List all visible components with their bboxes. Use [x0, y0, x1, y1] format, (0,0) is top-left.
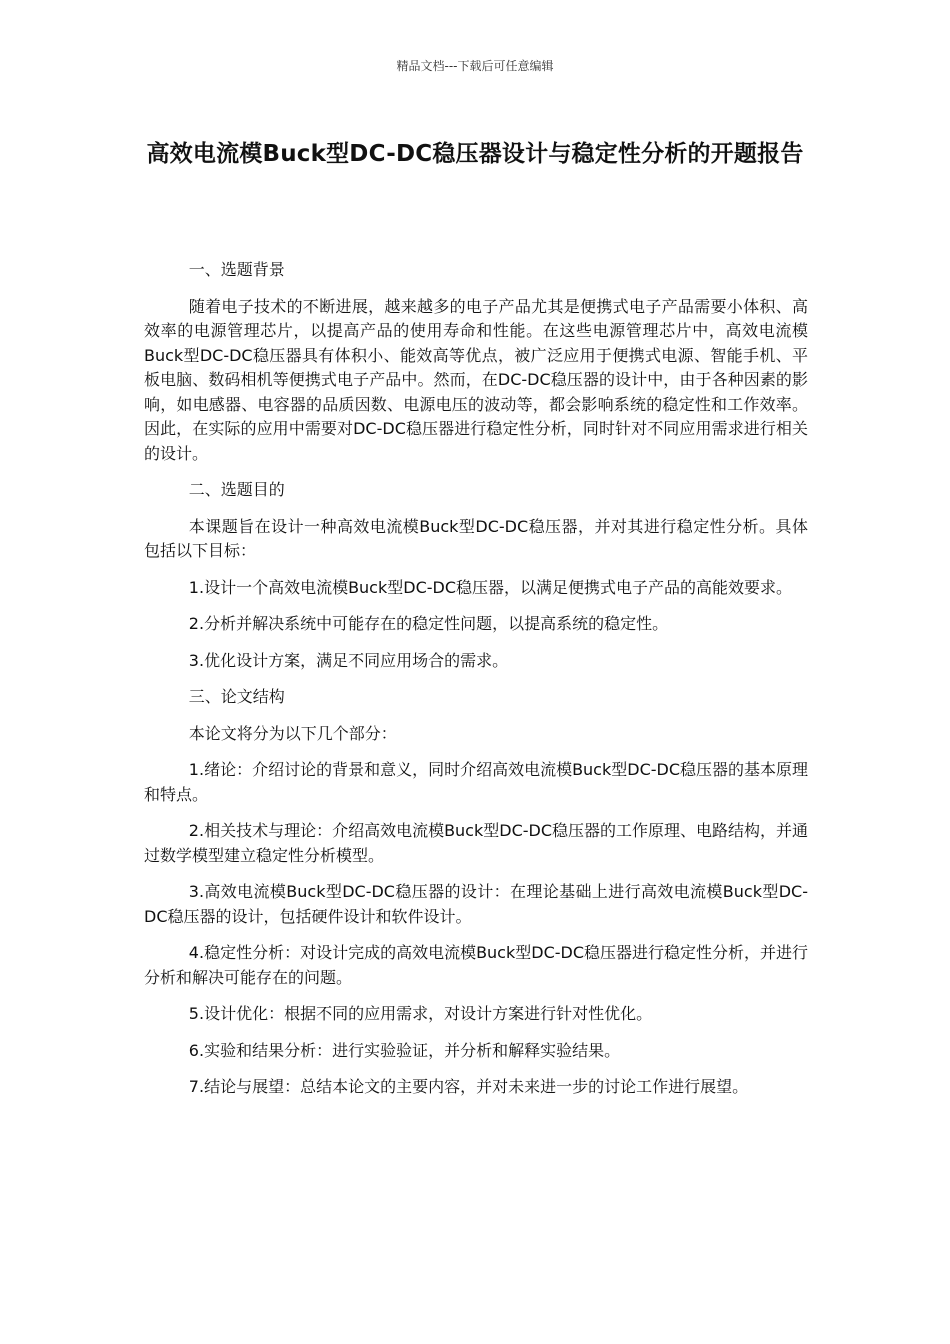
list-item: 5.设计优化：根据不同的应用需求，对设计方案进行针对性优化。 [188, 1004, 653, 1023]
paragraph: 本课题旨在设计一种高效电流模Buck型DC-DC稳压器，并对其进行稳定性分析。具体包括以下目标： [144, 516, 808, 560]
list-item: 1.设计一个高效电流模Buck型DC-DC稳压器，以满足便携式电子产品的高能效要求。 [188, 577, 793, 597]
list-item: 7.结论与展望：总结本论文的主要内容，并对未来进一步的讨论工作进行展望。 [188, 1077, 749, 1096]
list-item: 6.实验和结果分析：进行实验验证，并分析和解释实验结果。 [188, 1040, 621, 1060]
list-item: 3.优化设计方案，满足不同应用场合的需求。 [188, 650, 509, 670]
section-heading-background: 一、选题背景 [188, 260, 285, 279]
paragraph: 本论文将分为以下几个部分： [188, 723, 397, 743]
section-heading-structure: 三、论文结构 [188, 687, 285, 706]
list-item: 4.稳定性分析：对设计完成的高效电流模Buck型DC-DC稳压器进行稳定性分析，并进行分析和解决可能存在的问题。 [144, 943, 809, 987]
header-note: 精品文档---下载后可任意编辑 [396, 59, 554, 73]
page-title: 高效电流模Buck型DC-DC稳压器设计与稳定性分析的开题报告 [146, 141, 804, 167]
list-item: 3.高效电流模Buck型DC-DC稳压器的设计：在理论基础上进行高效电流模Buck型DC-DC稳压器的设计，包括硬件设计和软件设计。 [144, 882, 808, 926]
list-item: 1.绪论：介绍讨论的背景和意义，同时介绍高效电流模Buck型DC-DC稳压器的基本原理和特点。 [144, 760, 809, 804]
list-item: 2.相关技术与理论：介绍高效电流模Buck型DC-DC稳压器的工作原理、电路结构，并通过数学模型建立稳定性分析模型。 [144, 821, 809, 865]
list-item: 2.分析并解决系统中可能存在的稳定性问题，以提高系统的稳定性。 [188, 614, 669, 633]
document-body [144, 258, 808, 1112]
paragraph: 随着电子技术的不断进展，越来越多的电子产品尤其是便携式电子产品需要小体积、高效率的电源管理芯片，以提高产品的使用寿命和性能。在这些电源管理芯片中，高效电流模Buck型DC-DC稳压器具有体积小、能效高等优点，被广泛应用于便携式电源、智能手机、平板电脑、数码相机等便携式电子产品中。然而，在DC-DC稳压器的设计中，由于各种因素的影响，如电感器、电容器的品质因数、电源电压的波动等，都会影响系统的稳定性和工作效率。因此，在实际的应用中需要对DC-DC稳压器进行稳定性分析，同时针对不同应用需求进行相关的设计。 [144, 296, 808, 463]
section-heading-purpose: 二、选题目的 [188, 480, 285, 499]
